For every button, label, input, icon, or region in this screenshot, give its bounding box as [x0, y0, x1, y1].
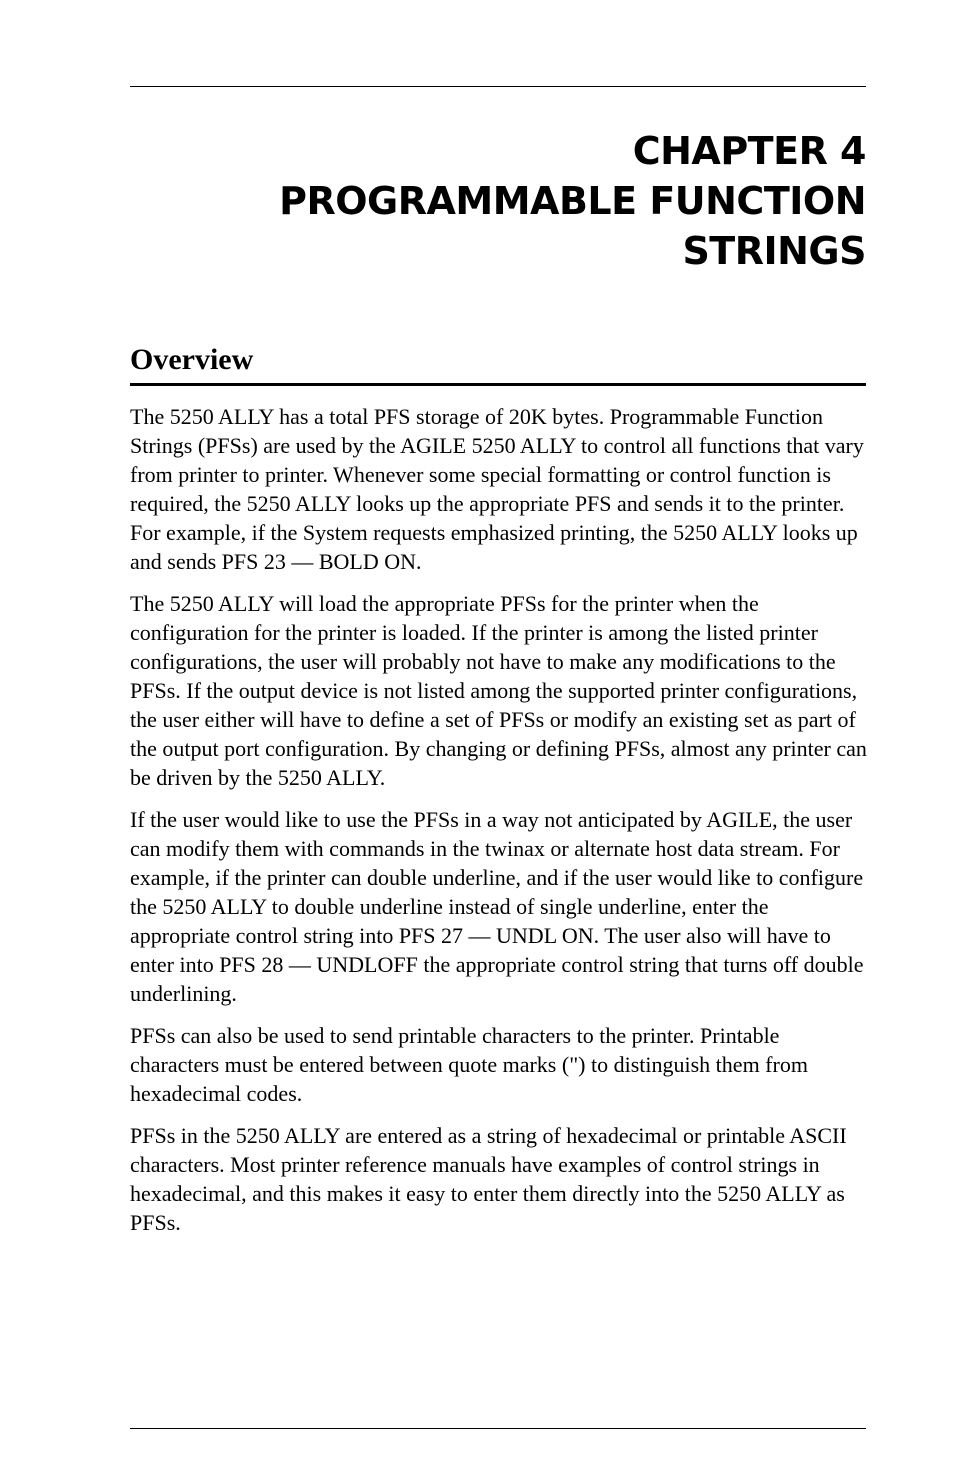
- paragraph: If the user would like to use the PFSs in a way not anticipated by AGILE, the user can modify them with commands in the twinax or alternate host data stream. For example, if the printer can double underline, and if the user would like to configure the 5250 ALLY to double underline instead of single underline, enter the appropriate control string into PFS 27 — UNDL ON. The user also will have to enter into PFS 28 — UNDLOFF the appropriate control string that turns off double underlining.: [130, 807, 864, 1006]
- body-text: [130, 402, 870, 1250]
- top-rule: [130, 86, 866, 87]
- bottom-rule: [130, 1428, 866, 1429]
- paragraph: PFSs can also be used to send printable characters to the printer. Printable characters must be entered between quote marks (") to distinguish them from hexadecimal codes.: [130, 1023, 808, 1106]
- chapter-number: CHAPTER 4: [632, 129, 866, 173]
- paragraph: PFSs in the 5250 ALLY are entered as a string of hexadecimal or printable ASCII characters. Most printer reference manuals have examples of control strings in hexadecimal, and this makes it easy to enter them directly into the 5250 ALLY as PFSs.: [130, 1123, 847, 1235]
- section-heading-overview: Overview: [130, 340, 866, 386]
- paragraph: The 5250 ALLY has a total PFS storage of 20K bytes. Programmable Function Strings (PFSs) are used by the AGILE 5250 ALLY to control all functions that vary from printer to printer. Whenever some special formatting or control function is required, the 5250 ALLY looks up the appropriate PFS and sends it to the printer. For example, if the System requests emphasized printing, the 5250 ALLY looks up and sends PFS 23 — BOLD ON.: [130, 404, 864, 574]
- chapter-title-line-1: PROGRAMMABLE FUNCTION: [279, 179, 866, 223]
- paragraph: The 5250 ALLY will load the appropriate PFSs for the printer when the configuration for the printer is loaded. If the printer is among the listed printer configurations, the user will probably not have to make any modifications to the PFSs. If the output device is not listed among the supported printer configurations, the user either will have to define a set of PFSs or modify an existing set as part of the output port configuration. By changing or defining PFSs, almost any printer can be driven by the 5250 ALLY.: [130, 591, 867, 790]
- chapter-title-line-2: STRINGS: [682, 229, 866, 273]
- chapter-title: [130, 126, 866, 276]
